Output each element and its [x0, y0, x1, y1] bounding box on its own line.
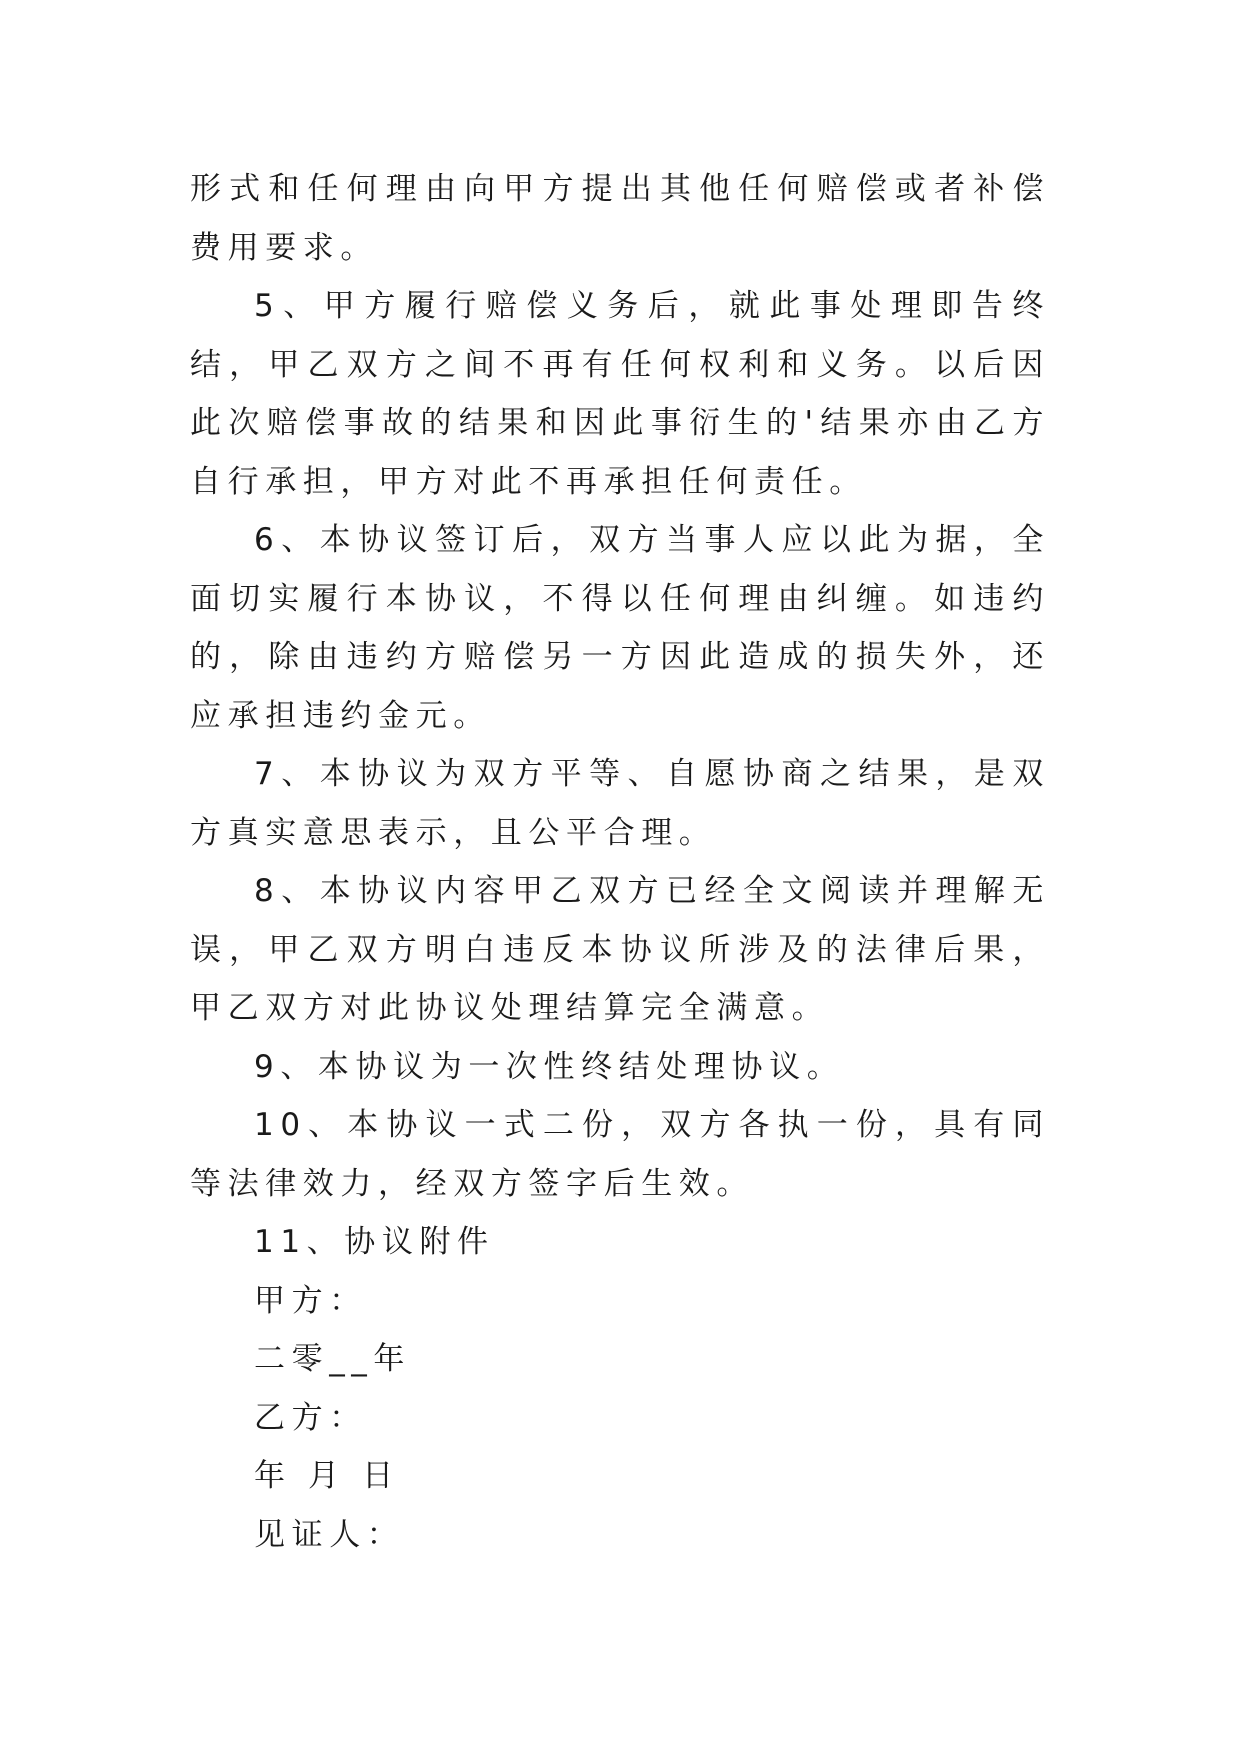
date-line: 年 月 日	[254, 1458, 400, 1494]
clause-11-attachment: 11、协议附件	[254, 1224, 495, 1260]
clause-6: 6、本协议签订后，双方当事人应以此为据，全面切实履行本协议，不得以任何理由纠缠。如违约的，除由违约方赔偿另一方因此造成的损失外，还应承担违约金元。	[190, 522, 1050, 734]
paragraph-continuation: 形式和任何理由向甲方提出其他任何赔偿或者补偿费用要求。	[190, 171, 1050, 266]
witness-signature-label: 见证人：	[254, 1516, 405, 1553]
clause-8: 8、本协议内容甲乙双方已经全文阅读并理解无误，甲乙双方明白违反本协议所涉及的法律后果，甲乙双方对此协议处理结算完全满意。	[190, 873, 1050, 1026]
party-a-signature-label: 甲方：	[254, 1282, 367, 1319]
clause-10: 10、本协议一式二份，双方各执一份，具有同等法律效力，经双方签字后生效。	[190, 1107, 1050, 1202]
party-b-signature-label: 乙方：	[254, 1399, 367, 1436]
clause-7: 7、本协议为双方平等、自愿协商之结果，是双方真实意思表示，且公平合理。	[190, 756, 1050, 851]
year-line: 二零__年	[254, 1341, 411, 1377]
document-body	[190, 160, 1050, 1564]
clause-5: 5、甲方履行赔偿义务后，就此事处理即告终结，甲乙双方之间不再有任何权利和义务。以后因此次赔偿事故的结果和因此事衍生的'结果亦由乙方自行承担，甲方对此不再承担任何责任。	[190, 288, 1050, 500]
clause-9: 9、本协议为一次性终结处理协议。	[254, 1048, 845, 1085]
